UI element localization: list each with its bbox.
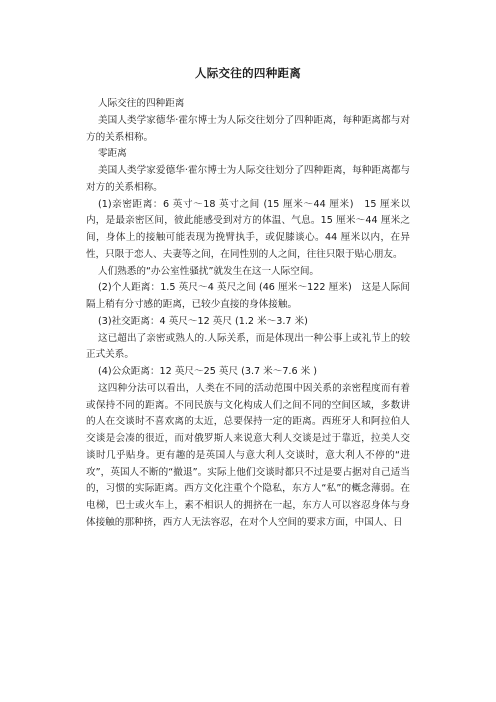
paragraph-heading-zero-distance: 零距离: [98, 148, 127, 160]
paragraph-social-distance: (3)社交距离：4 英尺～12 英尺 (1.2 米～3.7 米): [98, 315, 308, 327]
paragraph-intro: 美国人类学家德华·霍尔博士为人际交往划分了四种距离，每种距离都与对方的关系相称。: [86, 114, 410, 143]
paragraph-cultural-differences: 这四种分法可以看出，人类在不同的活动范围中因关系的亲密程度而有着或保持不同的距离。不同民族与文化构成人们之间不同的空间区域，多数讲的人在交谈时不喜欢离的太近，总要保持一定的距离。西班牙人和阿拉伯人交谈是会凑的很近，而对俄罗斯人来说意大利人交谈是过于靠近，拉美人交谈时几乎贴身。更有趣的是英国人与意大利人交谈时，意大利人不停的“进攻”，英国人不断的“撤退”。实际上他们交谈时都只不过是要占据对自己适当的，习惯的实际距离。西方文化注重个个隐私，东方人“私”的概念薄弱。在电梯，巴士或火车上，素不相识人的拥挤在一起，东方人可以容忍身体与身体接触的那种挤，西方人无法容忍，在对个人空间的要求方面，中国人、日: [86, 382, 410, 528]
paragraph-public-distance: (4)公众距离：12 英尺～25 英尺 (3.7 米～7.6 米 ): [98, 366, 318, 377]
paragraph-intimate-distance: (1)亲密距离：6 英寸～18 英寸之间 (15 厘米～44 厘米) 15 厘米以内，是最亲密区间，彼此能感受到对方的体温、气息。15 厘米～44 厘米之间，身体上的接触可能表现为挽臂执手，或促膝谈心。44 厘米以内，在异性，只限于恋人、夫妻等之间，在同性别的人之间，往往只限于贴心朋友。: [86, 198, 410, 260]
paragraph-social-distance-desc: 这已超出了亲密或熟人的.人际关系，而是体现出一种公事上或礼节上的较正式关系。: [86, 332, 410, 361]
paragraph-office-harassment: 人们熟悉的“办公室性骚扰”就发生在这一人际空间。: [98, 265, 320, 277]
document-title: 人际交往的四种距离: [194, 66, 302, 80]
paragraph-intro-repeat: 美国人类学家爱德华·霍尔博士为人际交往划分了四种距离，每种距离都与对方的关系相称。: [86, 165, 410, 193]
paragraph-subtitle: 人际交往的四种距离: [98, 98, 185, 109]
paragraph-personal-distance: (2)个人距离：1.5 英尺～4 英尺之间 (46 厘米～122 厘米) 这是人际间隔上稍有分寸感的距离，已较少直接的身体接触。: [86, 282, 410, 310]
document-body: [86, 96, 410, 532]
